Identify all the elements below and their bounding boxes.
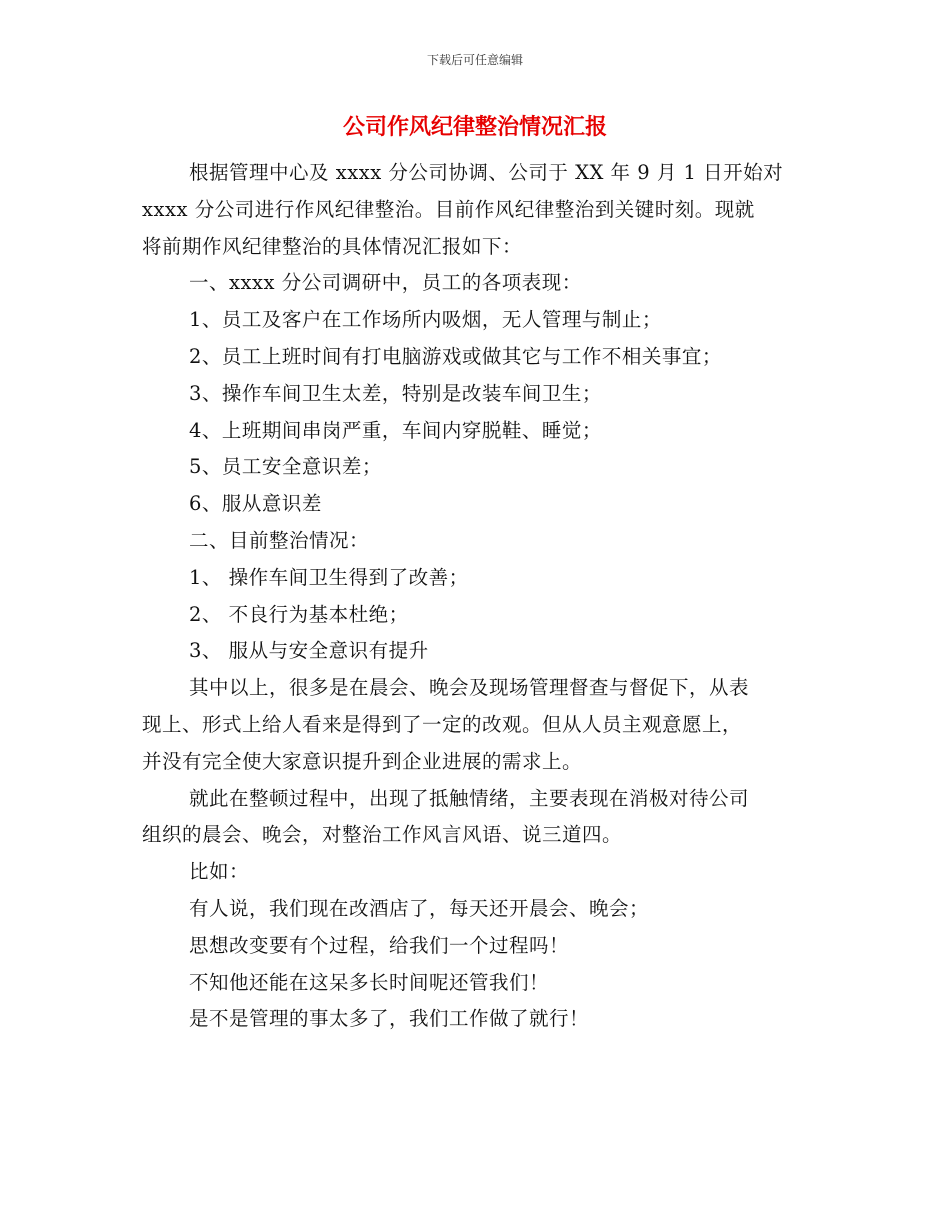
paragraph-line: 组织的晨会、晚会，对整治工作风言风语、说三道四。 <box>142 823 623 847</box>
quote-line: 是不是管理的事太多了，我们工作做了就行！ <box>189 1007 590 1031</box>
paragraph-line: 根据管理中心及 xxxx 分公司协调、公司于 XX 年 9 月 1 日开始对 <box>189 161 784 184</box>
quote-line: 思想改变要有个过程，给我们一个过程吗！ <box>189 933 570 957</box>
list-item: 3、 服从与安全意识有提升 <box>189 639 429 663</box>
paragraph-line: 并没有完全使大家意识提升到企业进展的需求上。 <box>142 749 583 773</box>
paragraph-line: xxxx 分公司进行作风纪律整治。目前作风纪律整治到关键时刻。现就 <box>142 197 755 221</box>
list-item: 3、操作车间卫生太差，特别是改装车间卫生； <box>189 381 602 405</box>
quote-line: 不知他还能在这呆多长时间呢还管我们！ <box>189 970 550 994</box>
list-item: 2、员工上班时间有打电脑游戏或做其它与工作不相关事宜； <box>189 344 722 368</box>
list-item: 6、服从意识差 <box>189 492 322 516</box>
paragraph-line: 就此在整顿过程中，出现了抵触情绪，主要表现在消极对待公司 <box>189 786 750 810</box>
section-heading: 二、目前整治情况： <box>189 528 370 552</box>
quote-line: 有人说，我们现在改酒店了，每天还开晨会、晚会； <box>189 896 650 920</box>
list-item: 2、 不良行为基本杜绝； <box>189 602 409 626</box>
paragraph-line: 其中以上，很多是在晨会、晚会及现场管理督查与督促下，从表 <box>189 676 750 700</box>
paragraph-line: 比如： <box>189 860 250 884</box>
paragraph-line: 一、xxxx 分公司调研中，员工的各项表现： <box>189 271 582 295</box>
list-item: 1、员工及客户在工作场所内吸烟，无人管理与制止； <box>189 308 662 332</box>
list-item: 5、员工安全意识差； <box>189 455 382 479</box>
document-body <box>142 155 798 1038</box>
list-item: 4、上班期间串岗严重，车间内穿脱鞋、睡觉； <box>189 418 602 442</box>
page-header: 下载后可任意编辑 <box>426 53 523 67</box>
paragraph-line: 现上、形式上给人看来是得到了一定的改观。但从人员主观意愿上， <box>142 712 743 736</box>
paragraph-line: 将前期作风纪律整治的具体情况汇报如下： <box>142 234 523 258</box>
list-item: 1、 操作车间卫生得到了改善； <box>189 565 469 589</box>
document-title: 公司作风纪律整治情况汇报 <box>342 115 607 140</box>
